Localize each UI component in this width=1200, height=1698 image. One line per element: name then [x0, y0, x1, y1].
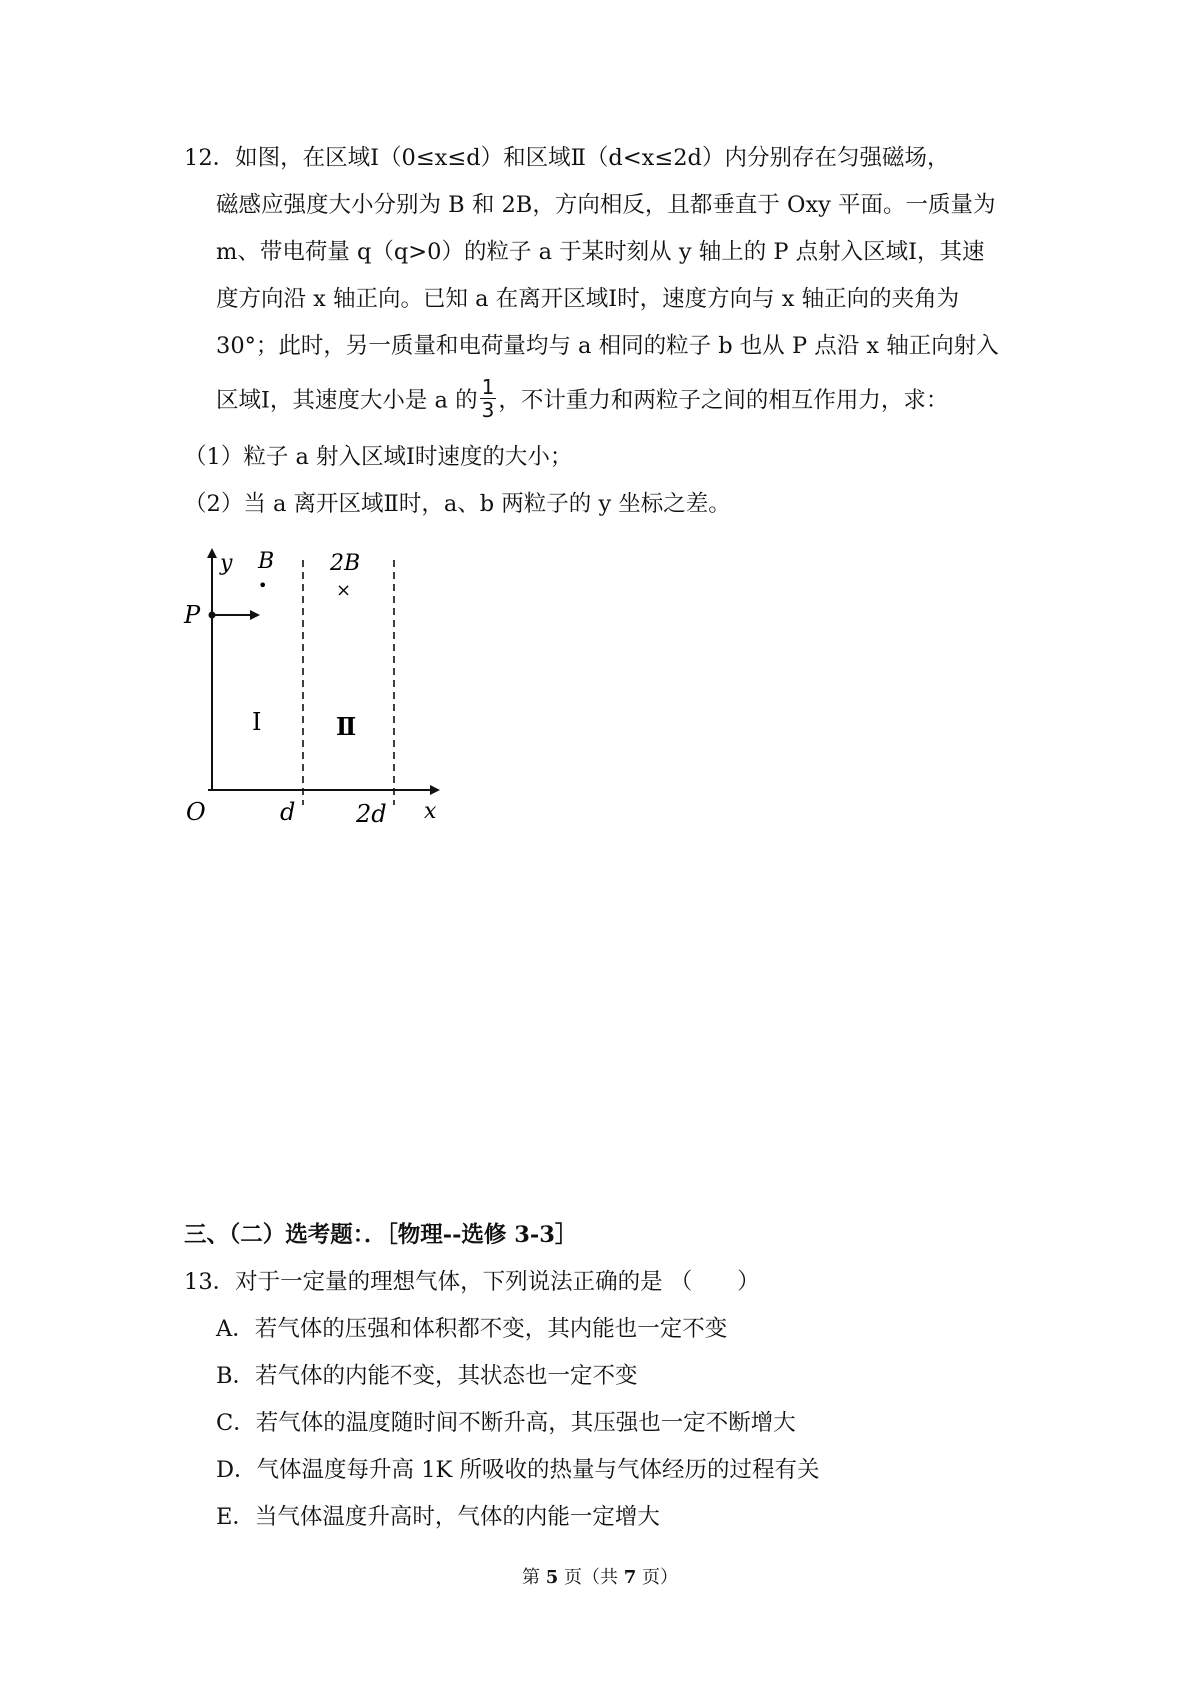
q12-line-3: m、带电荷量 q（q>0）的粒子 a 于某时刻从 y 轴上的 P 点射入区域Ⅰ，其速 [216, 239, 985, 265]
b-field-label: B [258, 549, 275, 574]
q12-sub-question-2: （2）当 a 离开区域Ⅱ时，a、b 两粒子的 y 坐标之差。 [184, 491, 731, 517]
footer-middle: 页（共 [564, 1567, 618, 1588]
footer-suffix: 页） [642, 1567, 678, 1588]
region-1-label: Ⅰ [252, 708, 262, 736]
footer-prefix: 第 [522, 1567, 540, 1588]
q13-option-c: C．若气体的温度随时间不断升高，其压强也一定不断增大 [216, 1410, 796, 1436]
q12-line-2: 磁感应强度大小分别为 B 和 2B，方向相反，且都垂直于 Oxy 平面。一质量为 [216, 192, 996, 218]
q12-line-6 [216, 375, 949, 423]
footer-page-number: 5 [545, 1567, 559, 1588]
magnetic-field-diagram [180, 540, 450, 830]
q13-stem: 13．对于一定量的理想气体，下列说法正确的是 （ ） [184, 1269, 760, 1295]
q12-line-4: 度方向沿 x 轴正向。已知 a 在离开区域Ⅰ时，速度方向与 x 轴正向的夹角为 [216, 286, 960, 312]
q12-line-6-post: ，不计重力和两粒子之间的相互作用力，求： [498, 387, 949, 414]
q12-line-5: 30°；此时，另一质量和电荷量均与 a 相同的粒子 b 也从 P 点沿 x 轴正向射入 [216, 333, 999, 359]
origin-label: O [186, 798, 206, 826]
fraction-numerator: 1 [481, 375, 495, 399]
d-label: d [280, 798, 296, 826]
x-axis-label: x [424, 799, 437, 824]
q12-line-1: 12．如图，在区域Ⅰ（0≤x≤d）和区域Ⅱ（d<x≤2d）内分别存在匀强磁场， [184, 145, 950, 171]
q12-line-6-pre: 区域Ⅰ，其速度大小是 a 的 [216, 387, 478, 414]
2d-label: 2d [356, 800, 387, 828]
page-footer [0, 1566, 1200, 1590]
q12-sub-question-1: （1）粒子 a 射入区域Ⅰ时速度的大小； [184, 444, 573, 470]
one-third-fraction [480, 377, 497, 420]
field-in-cross-icon: × [336, 580, 352, 601]
q13-option-a: A．若气体的压强和体积都不变，其内能也一定不变 [216, 1316, 728, 1342]
section-heading: 三、（二）选考题：．［物理--选修 3-3］ [184, 1222, 578, 1248]
q13-option-b: B．若气体的内能不变，其状态也一定不变 [216, 1363, 638, 1389]
fraction-denominator: 3 [481, 398, 495, 422]
y-axis-label: y [220, 551, 233, 576]
p-label: P [184, 601, 201, 629]
q13-option-d: D．气体温度每升高 1K 所吸收的热量与气体经历的过程有关 [216, 1457, 820, 1483]
field-out-dot-icon: • [258, 576, 268, 595]
q13-option-e: E．当气体温度升高时，气体的内能一定增大 [216, 1504, 660, 1530]
region-2-label: Ⅱ [336, 712, 357, 741]
footer-total-pages: 7 [623, 1567, 637, 1588]
2b-field-label: 2B [330, 551, 361, 576]
